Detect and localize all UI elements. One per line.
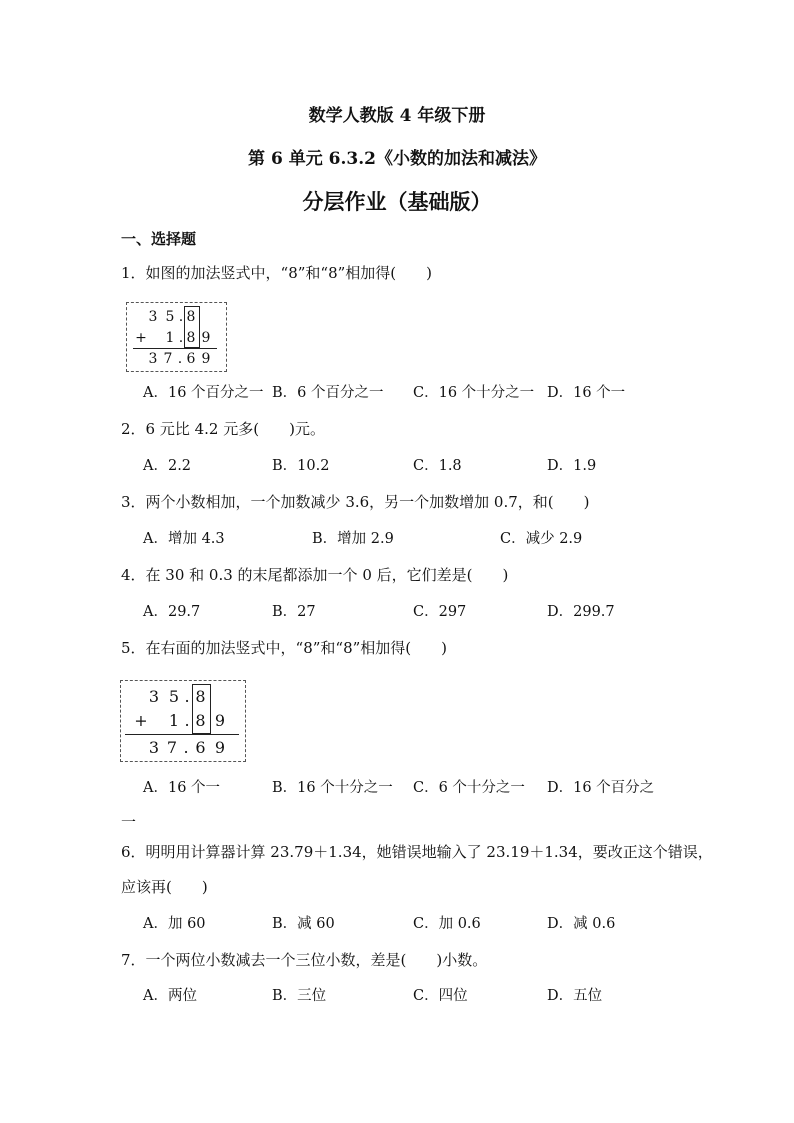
question-6-option-d[interactable]: D．减 0.6 — [547, 916, 616, 932]
question-2-option-d[interactable]: D．1.9 — [547, 458, 597, 474]
digit: 9 — [201, 330, 211, 346]
question-2-stem: 2．6 元比 4.2 元多( )元。 — [121, 420, 325, 438]
question-7-option-a[interactable]: A．两位 — [143, 988, 197, 1004]
vertical-addition-figure-5 — [120, 680, 246, 762]
question-1-option-a[interactable]: A．16 个百分之一 — [143, 385, 264, 401]
question-3-option-c[interactable]: C．减少 2.9 — [500, 531, 583, 547]
question-7-option-b[interactable]: B．三位 — [272, 988, 327, 1004]
question-6-option-a[interactable]: A．加 60 — [143, 916, 206, 932]
question-7-stem: 7．一个两位小数减去一个三位小数，差是( )小数。 — [121, 951, 488, 969]
decimal-point: . — [177, 351, 183, 367]
question-7-option-d[interactable]: D．五位 — [547, 988, 603, 1004]
decimal-point: . — [178, 330, 184, 346]
digit: 6 — [195, 738, 206, 757]
question-1-option-c[interactable]: C．16 个十分之一 — [413, 385, 535, 401]
digit: 3 — [148, 738, 160, 757]
question-6-stem-line2: 应该再( ) — [121, 878, 208, 896]
worksheet-version: 分层作业（基础版） — [302, 189, 492, 214]
digit: 8 — [195, 711, 206, 730]
question-2-option-b[interactable]: B．10.2 — [272, 458, 330, 474]
question-1-stem: 1．如图的加法竖式中，“8”和“8”相加得( ) — [121, 264, 433, 282]
digit: 3 — [148, 309, 158, 325]
digit: 3 — [148, 351, 158, 367]
digit: 5 — [168, 687, 180, 706]
question-6-stem: 6．明明用计算器计算 23.79＋1.34，她错误地输入了 23.19＋1.34，要改正这个错误， — [121, 843, 713, 861]
question-5-option-d[interactable]: D．16 个百分之 — [547, 780, 655, 796]
question-7-option-c[interactable]: C．四位 — [413, 988, 468, 1004]
question-5-option-a[interactable]: A．16 个一 — [143, 780, 221, 796]
section-heading: 一、选择题 — [121, 230, 197, 248]
question-3-option-a[interactable]: A．增加 4.3 — [143, 531, 225, 547]
question-5-option-d-wrap: 一 — [121, 813, 137, 831]
question-2-option-c[interactable]: C．1.8 — [413, 458, 462, 474]
page-title: 数学人教版 4 年级下册 — [308, 106, 486, 126]
decimal-point: . — [178, 309, 184, 325]
vertical-addition-figure-1 — [126, 302, 227, 372]
question-5-option-b[interactable]: B．16 个十分之一 — [272, 780, 393, 796]
digit: 1 — [168, 711, 180, 730]
plus-sign: + — [135, 330, 147, 346]
unit-subtitle: 第 6 单元 6.3.2《小数的加法和减法》 — [248, 149, 546, 169]
digit: 1 — [165, 330, 175, 346]
digit: 7 — [166, 738, 178, 757]
digit: 9 — [201, 351, 211, 367]
digit: 8 — [186, 309, 196, 325]
decimal-point: . — [184, 687, 190, 706]
digit: 8 — [195, 687, 206, 706]
question-6-option-c[interactable]: C．加 0.6 — [413, 916, 481, 932]
question-4-option-d[interactable]: D．299.7 — [547, 604, 615, 620]
question-5-stem: 5．在右面的加法竖式中，“8”和“8”相加得( ) — [121, 639, 448, 657]
question-2-option-a[interactable]: A．2.2 — [143, 458, 192, 474]
question-4-option-a[interactable]: A．29.7 — [143, 604, 201, 620]
digit: 7 — [163, 351, 173, 367]
question-1-option-b[interactable]: B．6 个百分之一 — [272, 385, 384, 401]
digit: 3 — [148, 687, 160, 706]
question-4-stem: 4．在 30 和 0.3 的末尾都添加一个 0 后，它们差是( ) — [121, 566, 509, 584]
question-3-stem: 3．两个小数相加，一个加数减少 3.6，另一个加数增加 0.7，和( ) — [121, 493, 590, 511]
question-3-option-b[interactable]: B．增加 2.9 — [312, 531, 394, 547]
digit: 6 — [186, 351, 196, 367]
question-1-option-d[interactable]: D．16 个一 — [547, 385, 626, 401]
decimal-point: . — [184, 711, 190, 730]
question-5-option-c[interactable]: C．6 个十分之一 — [413, 780, 525, 796]
digit: 9 — [214, 738, 226, 757]
digit: 5 — [165, 309, 175, 325]
question-4-option-b[interactable]: B．27 — [272, 604, 316, 620]
decimal-point: . — [183, 738, 189, 757]
question-6-option-b[interactable]: B．减 60 — [272, 916, 335, 932]
question-4-option-c[interactable]: C．297 — [413, 604, 467, 620]
sum-line — [125, 734, 239, 735]
digit: 9 — [214, 711, 226, 730]
digit: 8 — [186, 330, 196, 346]
plus-sign: + — [134, 711, 148, 730]
sum-line — [133, 348, 217, 349]
